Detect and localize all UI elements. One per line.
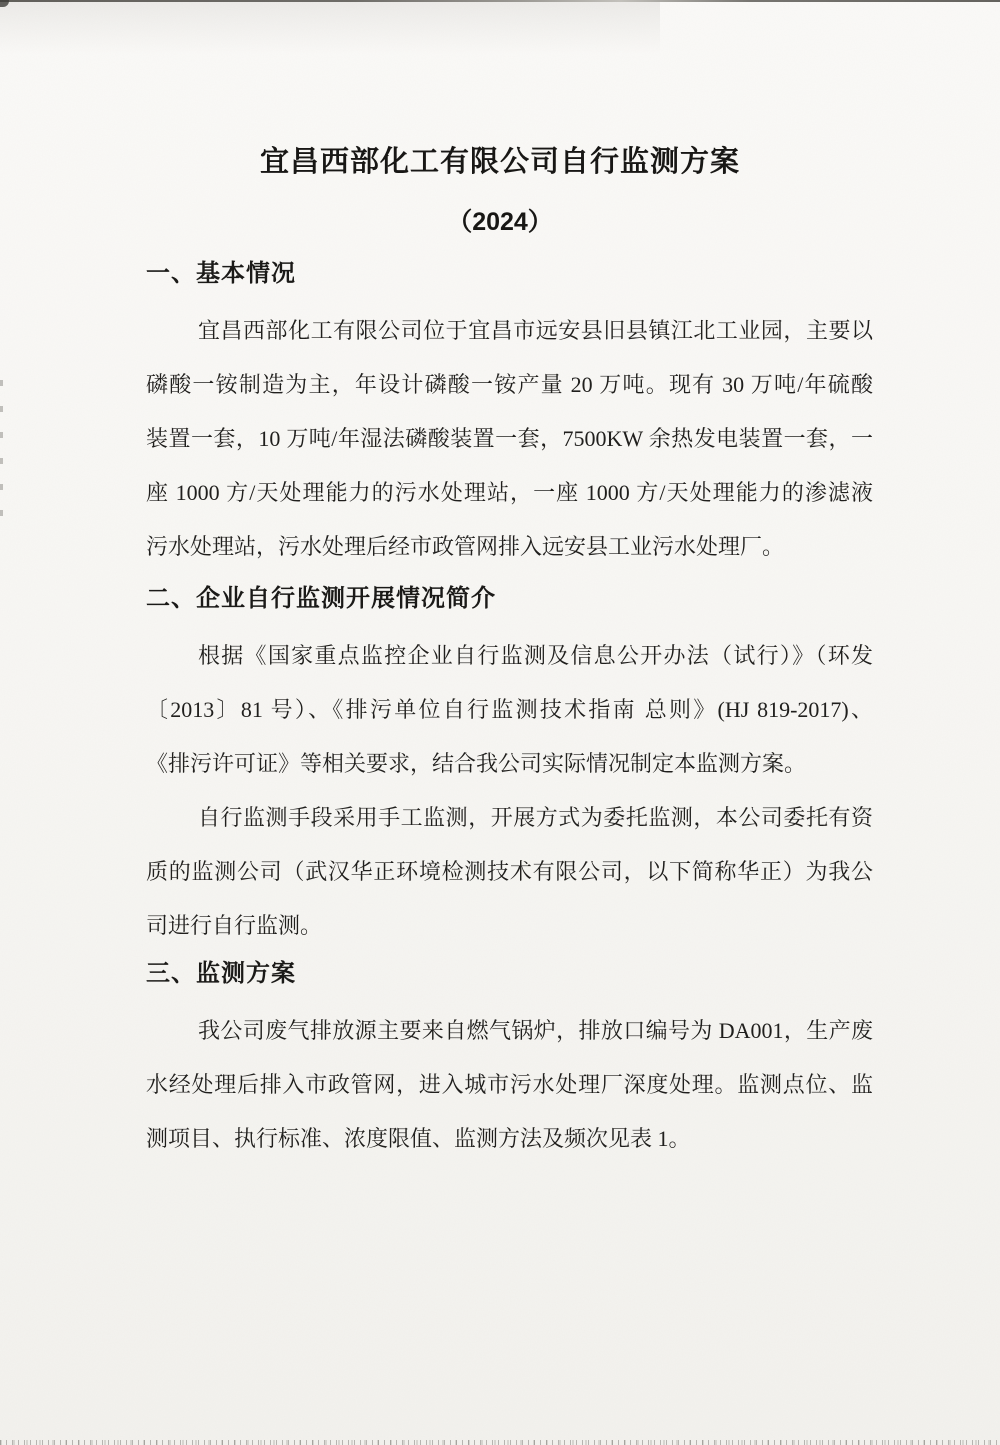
paragraph-basic-info (146, 304, 873, 574)
paragraph-line: 污水处理站，污水处理后经市政管网排入远安县工业污水处理厂。 (146, 534, 785, 559)
paragraph-monitoring-basis (146, 629, 873, 791)
paragraph-monitoring-method (146, 791, 873, 953)
scan-edge-artifact-bottom (0, 1440, 1000, 1445)
section-heading-monitoring-plan: 三、监测方案 (146, 961, 296, 987)
paragraph-line: 质的监测公司（武汉华正环境检测技术有限公司，以下简称华正）为我公 (146, 859, 873, 884)
scan-shade-top (0, 2, 660, 54)
paragraph-line: 水经处理后排入市政管网，进入城市污水处理厂深度处理。监测点位、监 (146, 1072, 873, 1097)
paragraph-line: 《排污许可证》等相关要求，结合我公司实际情况制定本监测方案。 (146, 751, 807, 776)
section-heading-self-monitoring-intro: 二、企业自行监测开展情况简介 (146, 586, 496, 612)
paragraph-line: 司进行自行监测。 (146, 913, 323, 938)
doc-title: 宜昌西部化工有限公司自行监测方案 (259, 146, 740, 178)
paragraph-line: 装置一套，10 万吨/年湿法磷酸装置一套，7500KW 余热发电装置一套，一 (146, 426, 873, 451)
paragraph-line: 宜昌西部化工有限公司位于宜昌市远安县旧县镇江北工业园，主要以 (198, 318, 873, 343)
paragraph-monitoring-plan (146, 1004, 873, 1166)
section-heading-basic-info: 一、基本情况 (146, 261, 296, 287)
scan-edge-artifact-left (0, 380, 3, 530)
paragraph-line: 我公司废气排放源主要来自燃气锅炉，排放口编号为 DA001，生产废 (198, 1018, 873, 1043)
paragraph-line: 测项目、执行标准、浓度限值、监测方法及频次见表 1。 (146, 1126, 691, 1151)
paragraph-line: 自行监测手段采用手工监测，开展方式为委托监测，本公司委托有资 (198, 805, 873, 830)
paragraph-line: 〔2013〕81 号）、《排污单位自行监测技术指南 总则》(HJ 819-2017)、 (146, 697, 873, 722)
paragraph-line: 磷酸一铵制造为主，年设计磷酸一铵产量 20 万吨。现有 30 万吨/年硫酸 (146, 372, 873, 397)
paragraph-line: 根据《国家重点监控企业自行监测及信息公开办法（试行）》（环发 (198, 643, 873, 668)
doc-year-subtitle: （2024） (447, 208, 553, 236)
paragraph-line: 座 1000 方/天处理能力的污水处理站，一座 1000 方/天处理能力的渗滤液 (146, 480, 873, 505)
